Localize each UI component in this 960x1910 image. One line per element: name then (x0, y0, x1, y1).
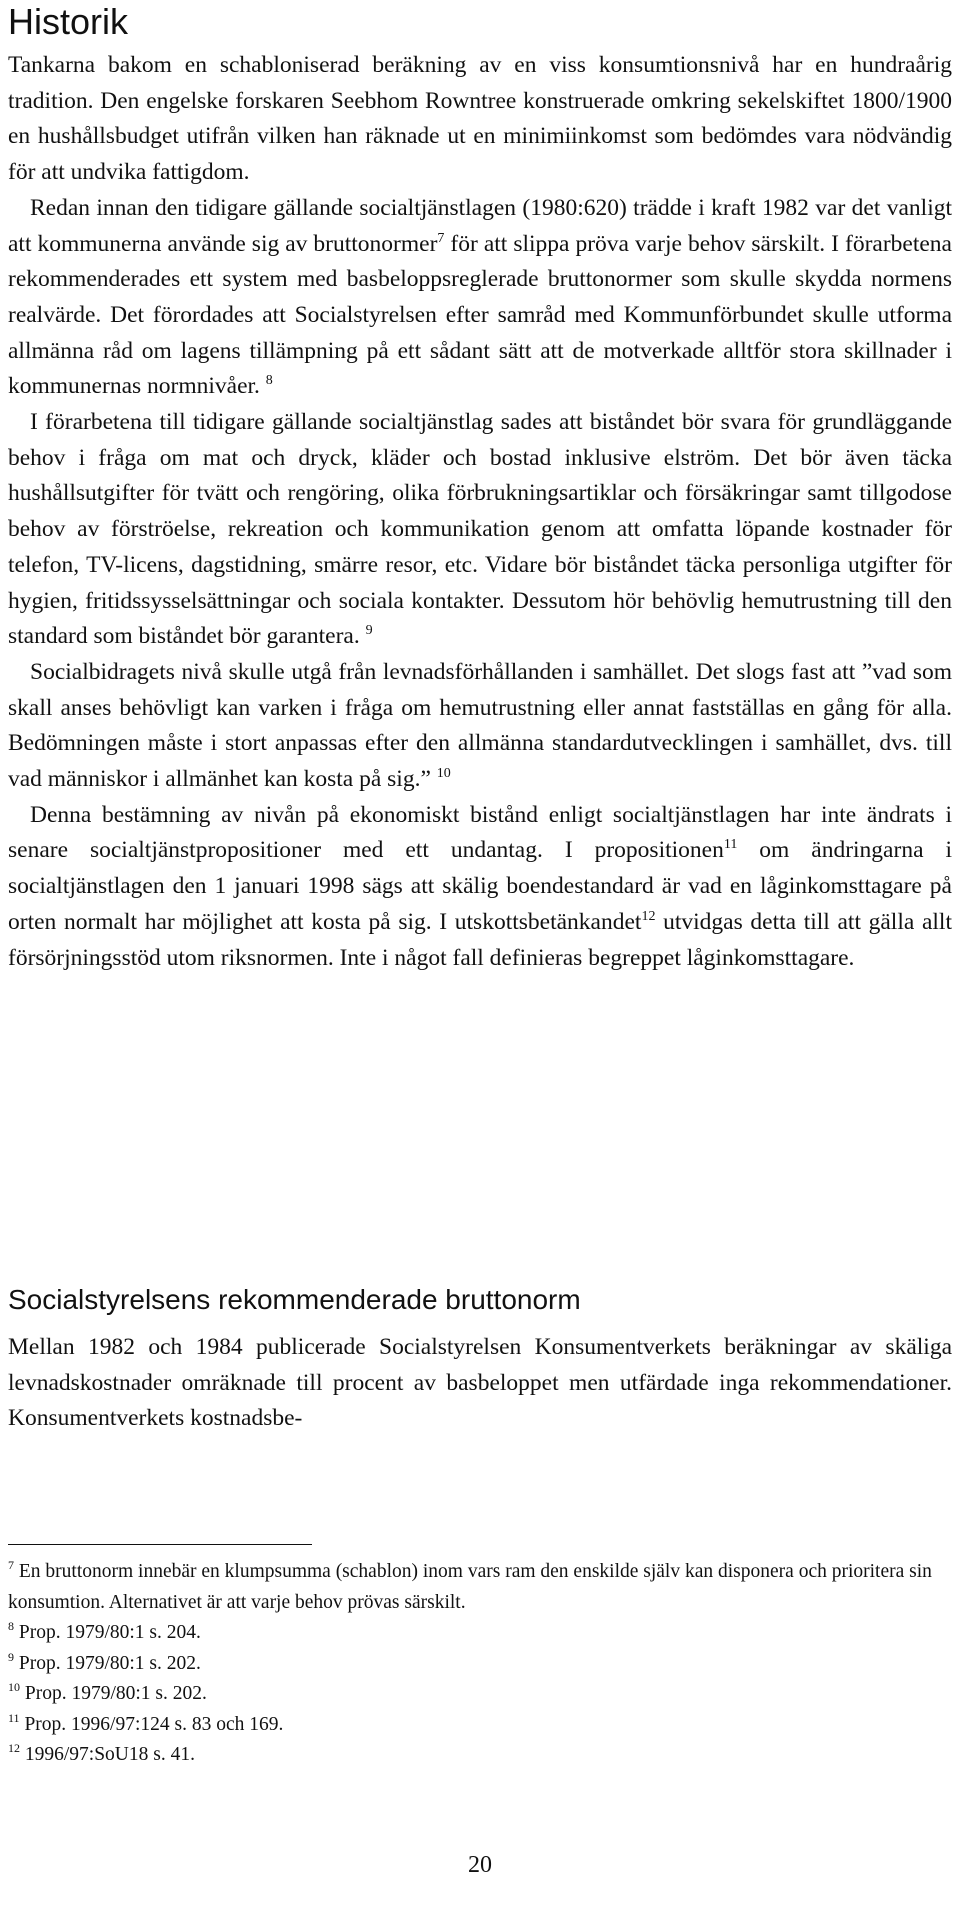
section-heading: Historik (8, 1, 129, 42)
footnote: $^{12}$ 1996/97:SoU18 s. 41. (8, 1741, 195, 1765)
footnote-number: 8 (8, 1619, 14, 1633)
paragraph-4: Socialbidragets nivå skulle utgå från levnadsförhållanden i samhället. Det slogs fast att ”vad som skall anses behövligt kan varken i fråga om hemutrustning eller annat fastställas en gång för alla. Bedömningen måste i stort anpassas efter den allmänna standardutvecklingen i samhället, dvs. till vad människor i allmänhet kan kosta på sig.” $^{10}$ (8, 658, 952, 793)
footnotes (8, 1557, 952, 1771)
footnote-number: 7 (8, 1558, 14, 1572)
paragraph-1: Tankarna bakom en schabloniserad beräkning av en viss konsumtionsnivå har en hundraårig tradition. Den engelske forskaren Seebhom Rowntree konstruerade omkring sekelskiftet 1800/1900 en hushållsbudget utifrån vilken han räknade ut en minimiinkomst som bedömdes vara nödvändig för att undvika fattigdom. (8, 52, 952, 186)
document-page (8, 0, 952, 1910)
footnote-ref[interactable]: 7 (437, 230, 445, 246)
footnote-number: 10 (8, 1680, 20, 1694)
footnote: $^8$ Prop. 1979/80:1 s. 204. (8, 1619, 201, 1643)
footnote-number: 11 (8, 1710, 20, 1725)
paragraph-5: Denna bestämning av nivån på ekonomiskt bistånd enligt socialtjänstlagen har inte ändrats i senare socialtjänstpropositioner med ett undantag. I propositionen$^{11}$ om ändringarna i socialtjänstlagen den 1 januari 1998 sägs att skälig boendestandard är vad en låginkomsttagare på orten normalt har möjlighet att kosta på sig. I utskottsbetänkandet$^{12}$ utvidgas detta till att gälla allt försörjningsstöd utom riksnormen. Inte i något fall definieras begreppet låginkomsttagare. (8, 801, 952, 971)
section-body (8, 48, 952, 976)
footnote-divider (8, 1544, 312, 1545)
footnote-ref[interactable]: 12 (641, 908, 656, 924)
footnote: $^{10}$ Prop. 1979/80:1 s. 202. (8, 1680, 207, 1704)
footnote-ref[interactable]: 11 (723, 837, 738, 853)
subsection-body (8, 1330, 952, 1437)
footnote-ref[interactable]: 9 (365, 623, 373, 639)
footnote: $^{11}$ Prop. 1996/97:124 s. 83 och 169. (8, 1710, 284, 1735)
footnote: $^7$ En bruttonorm innebär en klumpsumma (schablon) inom vars ram den enskilde själv kan disponera och prioritera sin konsumtion. Alternativet är att varje behov prövas särskilt. (8, 1558, 932, 1613)
paragraph-3: I förarbetena till tidigare gällande socialtjänstlag sades att biståndet bör svara för grundläggande behov i fråga om mat och dryck, kläder och bostad inklusive elström. Det bör även täcka hushållsutgifter för tvätt och rengöring, olika förbrukningsartiklar och försäkringar samt tillgodose behov av förströelse, rekreation och kommunikation genom att omfatta löpande kostnader för telefon, TV-licens, dagstidning, smärre resor, etc. Vidare bör biståndet täcka personliga utgifter för hygien, fritidssysselsättningar och sociala kontakter. Dessutom hör behövlig hemutrustning till den standard som biståndet bör garantera. $^9$ (8, 409, 952, 650)
footnote-number: 9 (8, 1649, 14, 1664)
subsection-heading: Socialstyrelsens rekommenderade bruttonorm (8, 1284, 581, 1315)
footnote-number: 12 (8, 1741, 20, 1755)
page-number: 20 (468, 1852, 492, 1878)
paragraph-6: Mellan 1982 och 1984 publicerade Socialstyrelsen Konsumentverkets beräkningar av skäliga levnadskostnader omräknade till procent av basbeloppet men utfärdade inga rekommendationer. Konsumentverkets kostnadsbe- (8, 1334, 952, 1432)
footnote-ref[interactable]: 8 (265, 373, 273, 389)
footnote: $^9$ Prop. 1979/80:1 s. 202. (8, 1649, 201, 1674)
footnote-ref[interactable]: 10 (436, 766, 451, 782)
paragraph-2: Redan innan den tidigare gällande socialtjänstlagen (1980:620) trädde i kraft 1982 var det vanligt att kommunerna använde sig av bruttonormer$^7$ för att slippa pröva varje behov särskilt. I förarbetena rekommenderades ett system med basbeloppsreglerade bruttonormer som skulle skydda normens realvärde. Det förordades att Socialstyrelsen efter samråd med Kommunförbundet skulle utforma allmänna råd om lagens tillämpning på ett sådant sätt att de motverkade alltför stora skillnader i kommunernas normnivåer. $^8$ (8, 194, 952, 400)
